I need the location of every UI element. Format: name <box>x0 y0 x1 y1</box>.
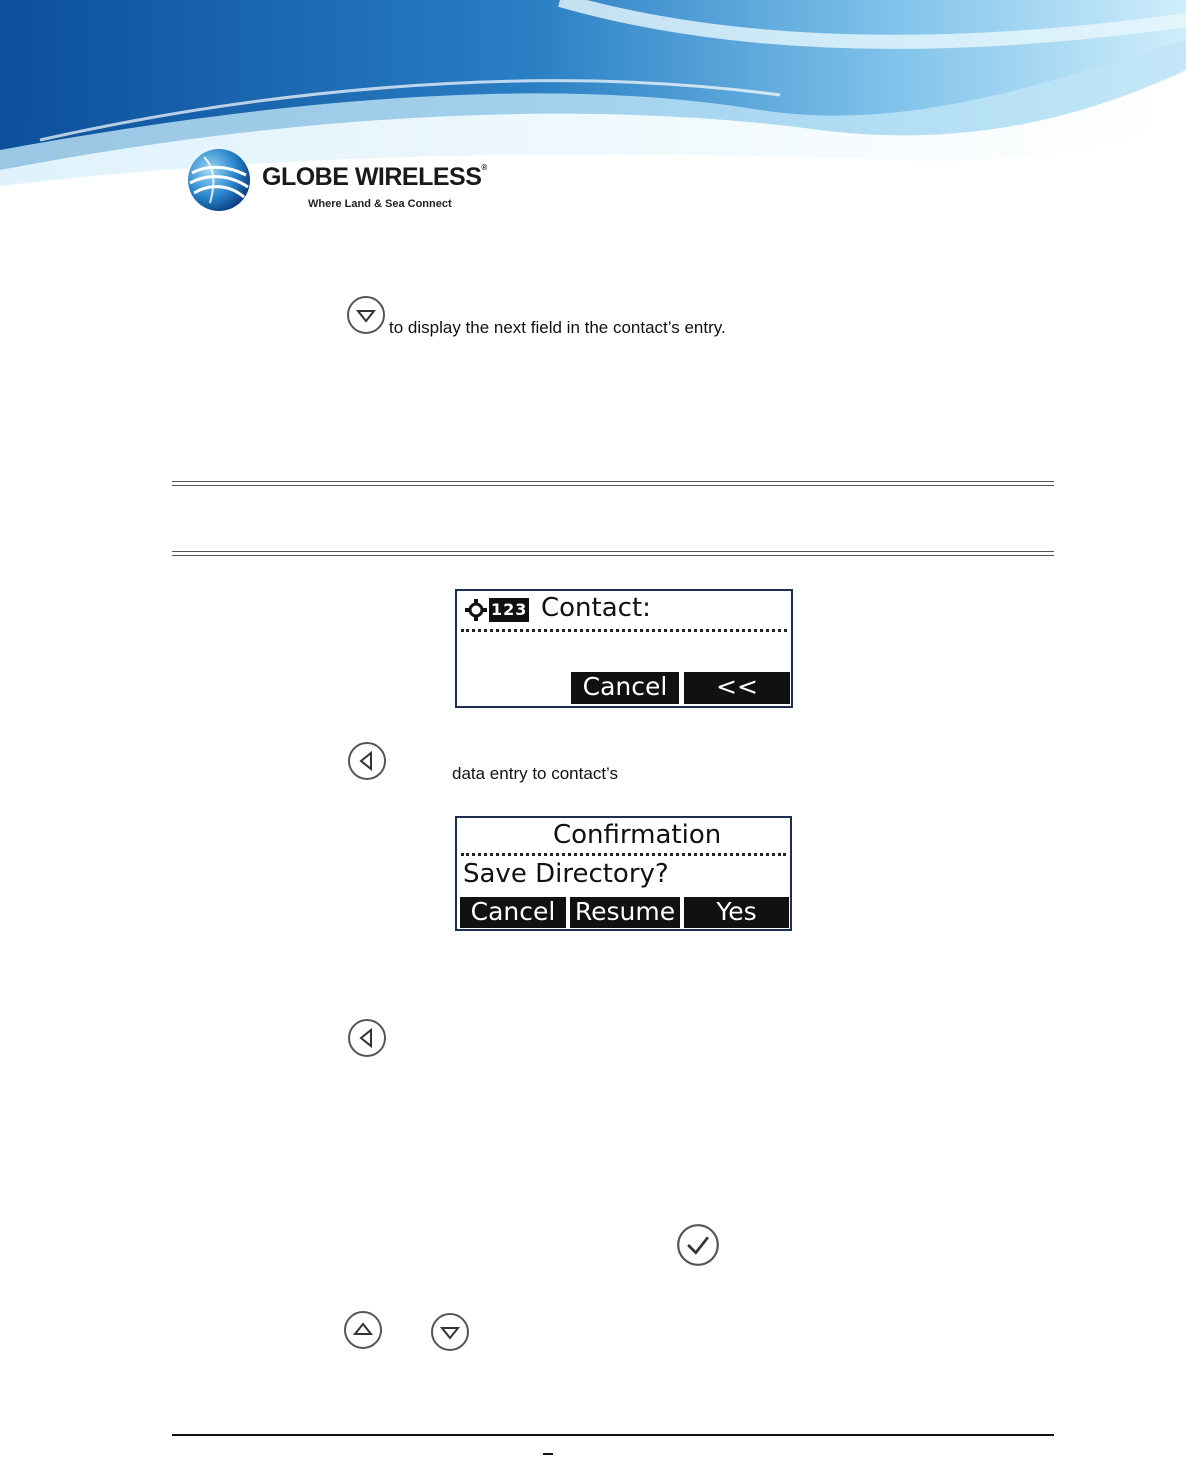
left-arrow-key-icon <box>347 1018 387 1058</box>
lcd-confirmation-title: Confirmation <box>553 820 722 850</box>
input-mode-badge: 123 <box>489 598 529 622</box>
globe-wireless-logo <box>186 145 486 215</box>
checkmark-key-icon <box>676 1223 720 1267</box>
note-top-rule <box>172 481 1054 482</box>
softkey-back[interactable]: << <box>684 672 790 704</box>
softkey-resume[interactable]: Resume <box>570 897 680 928</box>
down-arrow-key-icon <box>430 1312 470 1352</box>
lcd-contact-title: Contact: <box>541 593 651 623</box>
lcd-confirmation-screen <box>455 816 792 931</box>
softkey-cancel[interactable]: Cancel <box>571 672 679 704</box>
note-top-rule-2 <box>172 485 1054 486</box>
lcd-divider <box>461 629 787 632</box>
page-number-mark <box>543 1453 553 1455</box>
data-entry-instruction: data entry to contact’s <box>452 764 619 783</box>
navigation-icon <box>465 599 487 621</box>
lcd-save-prompt: Save Directory? <box>463 859 669 889</box>
lcd-divider <box>461 853 786 856</box>
softkey-cancel[interactable]: Cancel <box>460 897 566 928</box>
down-arrow-key-icon <box>346 295 386 335</box>
note-bottom-rule <box>172 551 1054 552</box>
note-bottom-rule-2 <box>172 555 1054 556</box>
left-arrow-key-icon <box>347 741 387 781</box>
up-arrow-key-icon <box>343 1310 383 1350</box>
header-banner <box>0 0 1186 190</box>
logo-tagline: Where Land & Sea Connect <box>308 198 452 210</box>
softkey-yes[interactable]: Yes <box>684 897 789 928</box>
logo-name: GLOBE WIRELESS® <box>262 163 487 191</box>
globe-logo-icon <box>186 147 252 213</box>
lcd-contact-screen <box>455 589 793 708</box>
footer-rule <box>172 1434 1054 1436</box>
next-field-instruction: to display the next field in the contact’s entry. <box>389 318 726 337</box>
